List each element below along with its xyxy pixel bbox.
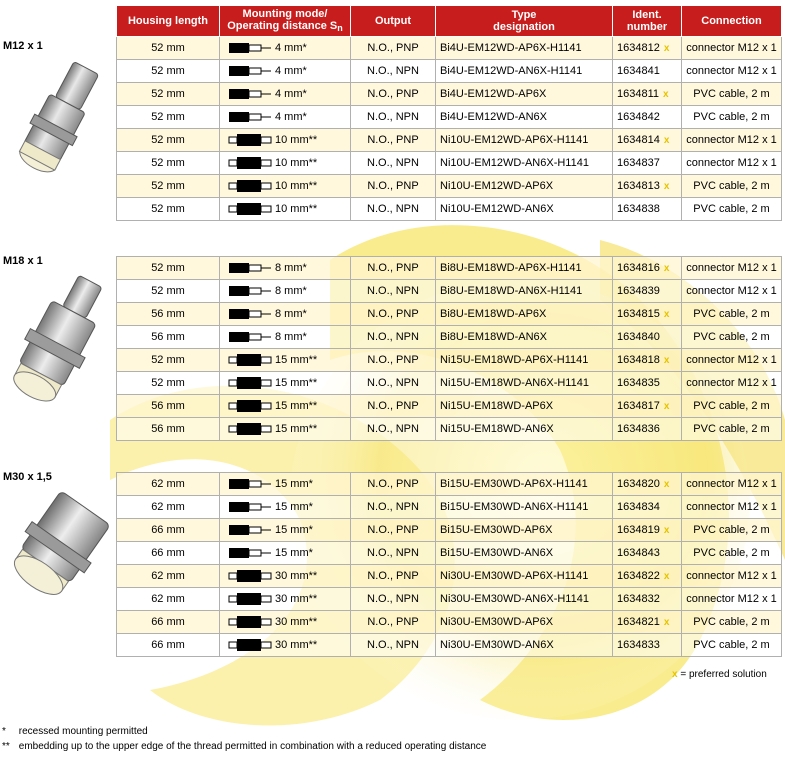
nonflush-mount-icon	[228, 156, 272, 170]
housing-length-cell: 56 mm	[117, 395, 220, 418]
ident-number: 1634833	[617, 639, 660, 651]
operating-distance: 15 mm**	[275, 423, 318, 435]
type-designation-cell: Ni30U-EM30WD-AP6X	[436, 611, 613, 634]
ident-number: 1634832	[617, 593, 660, 605]
nonflush-mount-icon	[228, 615, 272, 629]
type-designation-cell: Bi4U-EM12WD-AP6X	[436, 83, 613, 106]
mounting-cell	[220, 496, 351, 519]
output-cell: N.O., PNP	[351, 257, 436, 280]
operating-distance: 8 mm*	[275, 331, 307, 343]
ident-number-cell	[613, 519, 682, 542]
operating-distance: 15 mm*	[275, 478, 313, 490]
ident-number-cell	[613, 37, 682, 60]
flush-mount-icon	[228, 64, 272, 78]
housing-length-cell: 52 mm	[117, 349, 220, 372]
housing-length-cell: 62 mm	[117, 565, 220, 588]
housing-length-cell: 66 mm	[117, 634, 220, 657]
mounting-cell	[220, 83, 351, 106]
connection-cell: connector M12 x 1	[682, 257, 782, 280]
table-row	[117, 106, 782, 129]
ident-number: 1634840	[617, 331, 660, 343]
mounting-cell	[220, 519, 351, 542]
nonflush-mount-icon	[228, 179, 272, 193]
preferred-mark: x	[663, 479, 670, 490]
ident-number-cell	[613, 152, 682, 175]
nonflush-mount-icon	[228, 592, 272, 606]
mounting-cell	[220, 542, 351, 565]
connection-cell: connector M12 x 1	[682, 473, 782, 496]
type-designation-cell: Bi15U-EM30WD-AN6X	[436, 542, 613, 565]
flush-mount-icon	[228, 87, 272, 101]
ident-number: 1634813	[617, 180, 660, 192]
nonflush-mount-icon	[228, 422, 272, 436]
connection-cell: connector M12 x 1	[682, 60, 782, 83]
preferred-mark: x	[663, 309, 670, 320]
connection-cell: connector M12 x 1	[682, 496, 782, 519]
operating-distance: 10 mm**	[275, 134, 318, 146]
output-cell: N.O., NPN	[351, 152, 436, 175]
ident-number-cell	[613, 588, 682, 611]
nonflush-mount-icon	[228, 376, 272, 390]
connection-cell: PVC cable, 2 m	[682, 303, 782, 326]
output-cell: N.O., PNP	[351, 129, 436, 152]
mounting-cell	[220, 303, 351, 326]
table-header-row	[117, 6, 782, 37]
output-cell: N.O., PNP	[351, 175, 436, 198]
mounting-cell	[220, 257, 351, 280]
ident-number-cell	[613, 565, 682, 588]
table-row	[117, 83, 782, 106]
type-designation-cell: Ni15U-EM18WD-AP6X-H1141	[436, 349, 613, 372]
output-cell: N.O., PNP	[351, 611, 436, 634]
ident-number-cell	[613, 349, 682, 372]
type-designation-cell: Ni10U-EM12WD-AN6X-H1141	[436, 152, 613, 175]
mounting-cell	[220, 349, 351, 372]
operating-distance: 10 mm**	[275, 203, 318, 215]
table-row	[117, 280, 782, 303]
operating-distance: 30 mm**	[275, 639, 318, 651]
connection-cell: PVC cable, 2 m	[682, 326, 782, 349]
housing-length-cell: 52 mm	[117, 106, 220, 129]
ident-number-cell	[613, 326, 682, 349]
spec-table-m18	[116, 256, 782, 441]
footnote-1	[2, 726, 148, 737]
housing-length-cell: 56 mm	[117, 326, 220, 349]
ident-number-cell	[613, 611, 682, 634]
table-row	[117, 588, 782, 611]
nonflush-mount-icon	[228, 569, 272, 583]
ident-number-cell	[613, 198, 682, 221]
output-cell: N.O., PNP	[351, 565, 436, 588]
connection-cell: PVC cable, 2 m	[682, 395, 782, 418]
header-output: Output	[351, 6, 436, 37]
ident-number: 1634820	[617, 478, 660, 490]
header-type: Type designation	[436, 6, 613, 37]
housing-length-cell: 52 mm	[117, 175, 220, 198]
output-cell: N.O., PNP	[351, 37, 436, 60]
table-row	[117, 519, 782, 542]
ident-number: 1634838	[617, 203, 660, 215]
table-row	[117, 257, 782, 280]
preferred-mark: x	[663, 617, 670, 628]
flush-mount-icon	[228, 41, 272, 55]
type-designation-cell: Bi8U-EM18WD-AN6X-H1141	[436, 280, 613, 303]
connection-cell: connector M12 x 1	[682, 372, 782, 395]
type-designation-cell: Bi8U-EM18WD-AN6X	[436, 326, 613, 349]
flush-mount-icon	[228, 284, 272, 298]
connection-cell: connector M12 x 1	[682, 37, 782, 60]
preferred-mark: x	[663, 525, 670, 536]
spec-table-m12	[116, 5, 782, 221]
mounting-cell	[220, 280, 351, 303]
housing-length-cell: 52 mm	[117, 60, 220, 83]
mounting-cell	[220, 473, 351, 496]
group-label-m18: M18 x 1	[3, 255, 43, 267]
table-row	[117, 349, 782, 372]
footnote-text: recessed mounting permitted	[18, 726, 148, 737]
footnote-mark: **	[2, 741, 10, 752]
ident-number-cell	[613, 257, 682, 280]
housing-length-cell: 52 mm	[117, 198, 220, 221]
mounting-cell	[220, 418, 351, 441]
type-designation-cell: Ni15U-EM18WD-AN6X-H1141	[436, 372, 613, 395]
connection-cell: connector M12 x 1	[682, 565, 782, 588]
connection-cell: PVC cable, 2 m	[682, 83, 782, 106]
operating-distance: 10 mm**	[275, 157, 318, 169]
table-row	[117, 611, 782, 634]
nonflush-mount-icon	[228, 133, 272, 147]
ident-number-cell	[613, 175, 682, 198]
housing-length-cell: 56 mm	[117, 303, 220, 326]
operating-distance: 30 mm**	[275, 593, 318, 605]
header-housing-length: Housing length	[117, 6, 220, 37]
output-cell: N.O., NPN	[351, 418, 436, 441]
operating-distance: 30 mm**	[275, 570, 318, 582]
housing-length-cell: 66 mm	[117, 611, 220, 634]
flush-mount-icon	[228, 307, 272, 321]
type-designation-cell: Ni10U-EM12WD-AN6X	[436, 198, 613, 221]
preferred-legend	[672, 669, 767, 680]
ident-number-cell	[613, 418, 682, 441]
mounting-cell	[220, 395, 351, 418]
ident-number-cell	[613, 473, 682, 496]
preferred-mark-legend: x	[672, 669, 678, 680]
preferred-legend-text: = preferred solution	[680, 669, 767, 680]
type-designation-cell: Bi15U-EM30WD-AN6X-H1141	[436, 496, 613, 519]
connection-cell: PVC cable, 2 m	[682, 418, 782, 441]
output-cell: N.O., PNP	[351, 395, 436, 418]
operating-distance: 4 mm*	[275, 42, 307, 54]
flush-mount-icon	[228, 523, 272, 537]
flush-mount-icon	[228, 500, 272, 514]
type-designation-cell: Ni30U-EM30WD-AP6X-H1141	[436, 565, 613, 588]
operating-distance: 8 mm*	[275, 262, 307, 274]
mounting-cell	[220, 175, 351, 198]
ident-number: 1634817	[617, 400, 660, 412]
type-designation-cell: Ni30U-EM30WD-AN6X	[436, 634, 613, 657]
sensor-photo-m12	[0, 55, 110, 195]
output-cell: N.O., NPN	[351, 280, 436, 303]
connection-cell: PVC cable, 2 m	[682, 175, 782, 198]
output-cell: N.O., PNP	[351, 303, 436, 326]
flush-mount-icon	[228, 330, 272, 344]
table-row	[117, 565, 782, 588]
operating-distance: 15 mm**	[275, 354, 318, 366]
type-designation-cell: Bi8U-EM18WD-AP6X	[436, 303, 613, 326]
sensor-photo-m30	[0, 490, 110, 610]
connection-cell: PVC cable, 2 m	[682, 106, 782, 129]
ident-number: 1634841	[617, 65, 660, 77]
type-designation-cell: Ni15U-EM18WD-AN6X	[436, 418, 613, 441]
operating-distance: 8 mm*	[275, 285, 307, 297]
ident-number-cell	[613, 303, 682, 326]
housing-length-cell: 66 mm	[117, 519, 220, 542]
housing-length-cell: 52 mm	[117, 152, 220, 175]
table-row	[117, 473, 782, 496]
connection-cell: PVC cable, 2 m	[682, 634, 782, 657]
output-cell: N.O., NPN	[351, 542, 436, 565]
operating-distance: 4 mm*	[275, 88, 307, 100]
housing-length-cell: 62 mm	[117, 588, 220, 611]
ident-number: 1634819	[617, 524, 660, 536]
footnote-2	[2, 741, 486, 752]
ident-number-cell	[613, 106, 682, 129]
ident-number: 1634835	[617, 377, 660, 389]
output-cell: N.O., NPN	[351, 588, 436, 611]
table-row	[117, 152, 782, 175]
housing-length-cell: 52 mm	[117, 83, 220, 106]
output-cell: N.O., PNP	[351, 473, 436, 496]
type-designation-cell: Ni15U-EM18WD-AP6X	[436, 395, 613, 418]
ident-number: 1634811	[617, 88, 660, 100]
output-cell: N.O., PNP	[351, 519, 436, 542]
operating-distance: 15 mm**	[275, 377, 318, 389]
ident-number: 1634812	[617, 42, 660, 54]
mounting-cell	[220, 129, 351, 152]
operating-distance: 4 mm*	[275, 111, 307, 123]
ident-number-cell	[613, 280, 682, 303]
mounting-cell	[220, 37, 351, 60]
mounting-cell	[220, 198, 351, 221]
mounting-cell	[220, 152, 351, 175]
housing-length-cell: 62 mm	[117, 496, 220, 519]
ident-number: 1634816	[617, 262, 660, 274]
operating-distance: 8 mm*	[275, 308, 307, 320]
operating-distance: 15 mm*	[275, 524, 313, 536]
housing-length-cell: 52 mm	[117, 129, 220, 152]
table-row	[117, 60, 782, 83]
ident-number: 1634818	[617, 354, 660, 366]
group-label-m30: M30 x 1,5	[3, 471, 52, 483]
connection-cell: PVC cable, 2 m	[682, 542, 782, 565]
header-mounting: Mounting mode/ Operating distance Sn	[220, 6, 351, 37]
ident-number: 1634839	[617, 285, 660, 297]
flush-mount-icon	[228, 477, 272, 491]
connection-cell: connector M12 x 1	[682, 129, 782, 152]
operating-distance: 15 mm*	[275, 501, 313, 513]
preferred-mark: x	[663, 571, 670, 582]
output-cell: N.O., NPN	[351, 60, 436, 83]
housing-length-cell: 52 mm	[117, 372, 220, 395]
ident-number-cell	[613, 496, 682, 519]
type-designation-cell: Bi8U-EM18WD-AP6X-H1141	[436, 257, 613, 280]
preferred-mark: x	[663, 263, 670, 274]
preferred-mark: x	[663, 181, 670, 192]
mounting-cell	[220, 611, 351, 634]
housing-length-cell: 52 mm	[117, 257, 220, 280]
type-designation-cell: Bi4U-EM12WD-AP6X-H1141	[436, 37, 613, 60]
table-row	[117, 496, 782, 519]
table-row	[117, 175, 782, 198]
table-row	[117, 198, 782, 221]
housing-length-cell: 66 mm	[117, 542, 220, 565]
connection-cell: PVC cable, 2 m	[682, 611, 782, 634]
nonflush-mount-icon	[228, 202, 272, 216]
nonflush-mount-icon	[228, 638, 272, 652]
ident-number: 1634815	[617, 308, 660, 320]
connection-cell: connector M12 x 1	[682, 152, 782, 175]
housing-length-cell: 62 mm	[117, 473, 220, 496]
mounting-cell	[220, 588, 351, 611]
mounting-cell	[220, 326, 351, 349]
preferred-mark: x	[663, 89, 669, 100]
table-row	[117, 418, 782, 441]
mounting-cell	[220, 372, 351, 395]
housing-length-cell: 52 mm	[117, 280, 220, 303]
type-designation-cell: Ni30U-EM30WD-AN6X-H1141	[436, 588, 613, 611]
preferred-mark: x	[663, 401, 670, 412]
group-label-m12: M12 x 1	[3, 40, 43, 52]
mounting-cell	[220, 634, 351, 657]
preferred-mark: x	[663, 43, 670, 54]
footnote-text: embedding up to the upper edge of the thread permitted in combination with a reduced operating distance	[18, 741, 487, 752]
operating-distance: 4 mm*	[275, 65, 307, 77]
output-cell: N.O., NPN	[351, 106, 436, 129]
type-designation-cell: Bi4U-EM12WD-AN6X	[436, 106, 613, 129]
table-row	[117, 634, 782, 657]
output-cell: N.O., PNP	[351, 83, 436, 106]
table-row	[117, 37, 782, 60]
flush-mount-icon	[228, 110, 272, 124]
output-cell: N.O., NPN	[351, 198, 436, 221]
ident-number: 1634843	[617, 547, 660, 559]
housing-length-cell: 52 mm	[117, 37, 220, 60]
footnote-mark: *	[2, 726, 6, 737]
table-row	[117, 542, 782, 565]
type-designation-cell: Ni10U-EM12WD-AP6X	[436, 175, 613, 198]
connection-cell: connector M12 x 1	[682, 280, 782, 303]
preferred-mark: x	[663, 135, 670, 146]
table-row	[117, 303, 782, 326]
connection-cell: connector M12 x 1	[682, 588, 782, 611]
type-designation-cell: Bi15U-EM30WD-AP6X-H1141	[436, 473, 613, 496]
header-connection: Connection	[682, 6, 782, 37]
nonflush-mount-icon	[228, 399, 272, 413]
type-designation-cell: Bi15U-EM30WD-AP6X	[436, 519, 613, 542]
output-cell: N.O., NPN	[351, 634, 436, 657]
ident-number-cell	[613, 395, 682, 418]
ident-number-cell	[613, 634, 682, 657]
output-cell: N.O., NPN	[351, 372, 436, 395]
type-designation-cell: Ni10U-EM12WD-AP6X-H1141	[436, 129, 613, 152]
ident-number: 1634842	[617, 111, 660, 123]
housing-length-cell: 56 mm	[117, 418, 220, 441]
mounting-cell	[220, 106, 351, 129]
flush-mount-icon	[228, 261, 272, 275]
ident-number-cell	[613, 372, 682, 395]
flush-mount-icon	[228, 546, 272, 560]
connection-cell: connector M12 x 1	[682, 349, 782, 372]
type-designation-cell: Bi4U-EM12WD-AN6X-H1141	[436, 60, 613, 83]
ident-number-cell	[613, 60, 682, 83]
ident-number: 1634834	[617, 501, 660, 513]
connection-cell: PVC cable, 2 m	[682, 198, 782, 221]
output-cell: N.O., NPN	[351, 496, 436, 519]
operating-distance: 10 mm**	[275, 180, 318, 192]
table-row	[117, 129, 782, 152]
ident-number: 1634822	[617, 570, 660, 582]
operating-distance: 15 mm*	[275, 547, 313, 559]
ident-number: 1634814	[617, 134, 660, 146]
output-cell: N.O., NPN	[351, 326, 436, 349]
ident-number: 1634837	[617, 157, 660, 169]
operating-distance: 30 mm**	[275, 616, 318, 628]
ident-number: 1634836	[617, 423, 660, 435]
ident-number: 1634821	[617, 616, 660, 628]
table-row	[117, 395, 782, 418]
mounting-cell	[220, 565, 351, 588]
mounting-cell	[220, 60, 351, 83]
header-ident: Ident. number	[613, 6, 682, 37]
operating-distance: 15 mm**	[275, 400, 318, 412]
connection-cell: PVC cable, 2 m	[682, 519, 782, 542]
output-cell: N.O., PNP	[351, 349, 436, 372]
ident-number-cell	[613, 83, 682, 106]
ident-number-cell	[613, 129, 682, 152]
ident-number-cell	[613, 542, 682, 565]
table-row	[117, 326, 782, 349]
preferred-mark: x	[663, 355, 670, 366]
sensor-photo-m18	[0, 272, 110, 417]
spec-table-m30	[116, 472, 782, 657]
nonflush-mount-icon	[228, 353, 272, 367]
table-row	[117, 372, 782, 395]
